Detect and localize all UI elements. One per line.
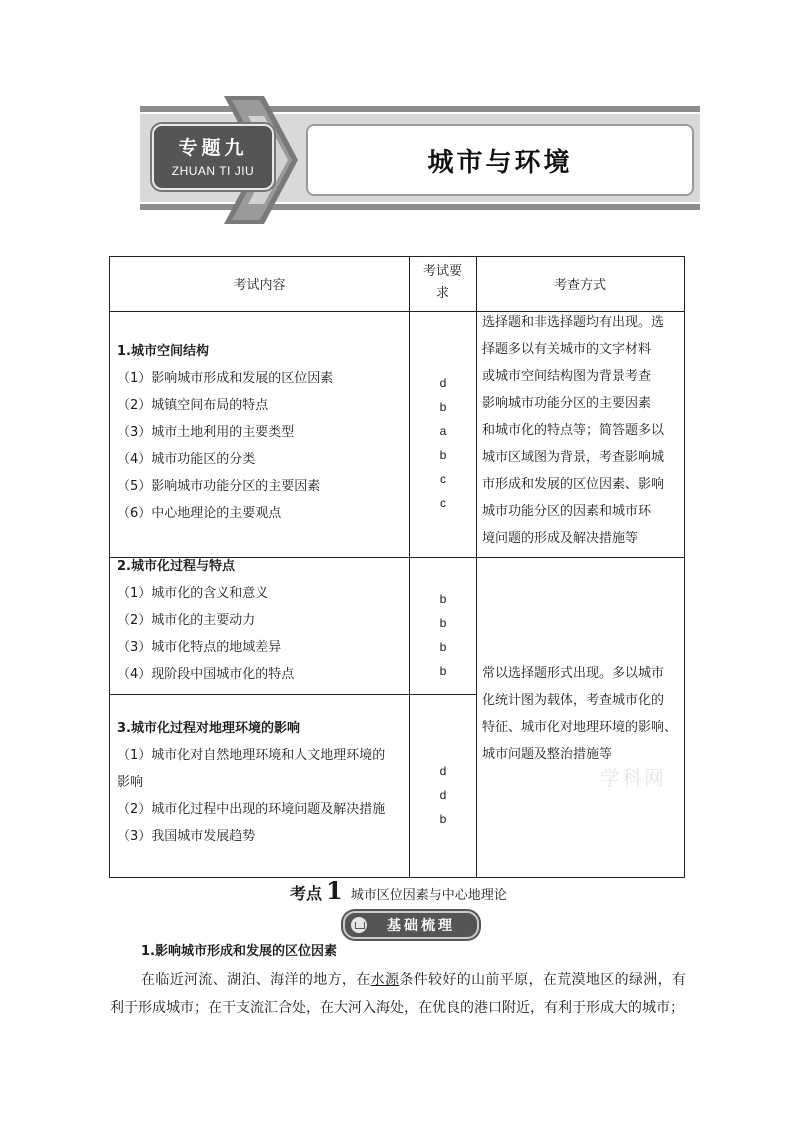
header-content: 考试内容 — [233, 278, 286, 293]
underlined-term: 水源 — [370, 972, 400, 988]
grade: b — [439, 812, 447, 826]
section-2 — [117, 553, 294, 688]
method-1 — [482, 309, 686, 552]
grade-column — [410, 371, 476, 515]
section-pill — [343, 911, 479, 939]
section-1 — [117, 338, 333, 527]
method-line: 城市功能分区的因素和城市环 — [482, 504, 652, 519]
paragraph-text: 在临近河流、湖泊、海洋的地方，在 — [141, 972, 371, 988]
header-requirement — [409, 261, 476, 305]
list-item: （2）城镇空间布局的特点 — [117, 398, 269, 413]
list-item: （6）中心地理论的主要观点 — [117, 506, 282, 521]
table-divider — [110, 694, 476, 695]
method-line: 影响城市功能分区的主要因素 — [482, 396, 652, 411]
grade: c — [440, 472, 446, 486]
grade: b — [439, 616, 447, 630]
grade: c — [440, 496, 446, 510]
header-method: 考查方式 — [553, 278, 606, 293]
list-item: 影响 — [117, 775, 144, 790]
method-line: 择题多以有关城市的文字材料 — [482, 342, 652, 357]
grade: d — [439, 764, 447, 778]
grade: b — [439, 664, 447, 678]
grade-column — [410, 587, 476, 683]
list-item: （5）影响城市功能分区的主要因素 — [117, 479, 321, 494]
table-divider — [476, 257, 477, 877]
grade: a — [439, 424, 447, 438]
method-line: 特征、城市化对地理环境的影响、 — [482, 720, 678, 735]
section-title: 3.城市化过程对地理环境的影响 — [117, 721, 300, 736]
list-item: （3）我国城市发展趋势 — [117, 829, 256, 844]
grade: d — [439, 788, 447, 802]
grade: b — [439, 592, 447, 606]
section-title: 1.城市空间结构 — [117, 344, 209, 359]
method-line: 常以选择题形式出现。多以城市 — [482, 666, 665, 681]
chapter-title-box — [306, 124, 694, 196]
chapter-title: 城市与环境 — [427, 148, 573, 178]
chapter-badge — [152, 124, 274, 190]
method-line: 城市区域图为背景，考查影响城 — [482, 450, 665, 465]
kaodian-topic: 城市区位因素与中心地理论 — [350, 888, 507, 903]
method-line: 境问题的形成及解决措施等 — [482, 531, 639, 546]
chapter-banner — [140, 96, 700, 224]
header-requirement-line: 求 — [435, 286, 449, 301]
method-line: 市形成和发展的区位因素、影响 — [482, 477, 665, 492]
book-icon — [351, 917, 367, 933]
section-3 — [117, 715, 385, 850]
watermark: 学科网 — [600, 766, 666, 790]
section-title: 2.城市化过程与特点 — [117, 559, 235, 574]
chapter-label: 专题九 — [178, 137, 248, 159]
method-2-3 — [482, 660, 686, 768]
method-line: 或城市空间结构图为背景考查 — [482, 369, 652, 384]
grade: b — [439, 448, 447, 462]
method-line: 和城市化的特点等；简答题多以 — [482, 423, 665, 438]
grade: b — [439, 400, 447, 414]
list-item: （3）城市化特点的地域差异 — [117, 640, 282, 655]
header-requirement-line: 考试要 — [422, 264, 462, 279]
sub-heading: 1.影响城市形成和发展的区位因素 — [141, 944, 337, 959]
list-item: （3）城市土地利用的主要类型 — [117, 425, 295, 440]
chapter-pinyin: ZHUAN TI JIU — [171, 164, 255, 178]
grade: d — [439, 376, 447, 390]
body-paragraph — [110, 966, 686, 1022]
list-item: （1）城市化对自然地理环境和人文地理环境的 — [117, 748, 386, 763]
exam-requirements-table — [109, 256, 685, 878]
method-line: 化统计图为载体，考查城市化的 — [482, 693, 665, 708]
list-item: （4）现阶段中国城市化的特点 — [117, 667, 295, 682]
list-item: （2）城市化的主要动力 — [117, 613, 256, 628]
list-item: （1）影响城市形成和发展的区位因素 — [117, 371, 334, 386]
list-item: （4）城市功能区的分类 — [117, 452, 256, 467]
method-line: 城市问题及整治措施等 — [482, 747, 613, 762]
list-item: （2）城市化过程中出现的环境问题及解决措施 — [117, 802, 386, 817]
section-pill-label: 基础梳理 — [387, 918, 455, 934]
list-item: （1）城市化的含义和意义 — [117, 586, 269, 601]
paragraph-text: 条件较好的山前平原，在荒漠地区的绿洲，有利于形成城市；在干支流汇合处，在大河入海处，在优良的港口附近，有利于形成大的城市； — [110, 972, 687, 1016]
method-line: 选择题和非选择题均有出现。选 — [482, 315, 665, 330]
kaodian-heading — [290, 876, 507, 906]
kaodian-number: 1 — [326, 876, 343, 905]
grade-column — [410, 759, 476, 831]
grade: b — [439, 640, 447, 654]
kaodian-label: 考点 — [290, 884, 323, 903]
